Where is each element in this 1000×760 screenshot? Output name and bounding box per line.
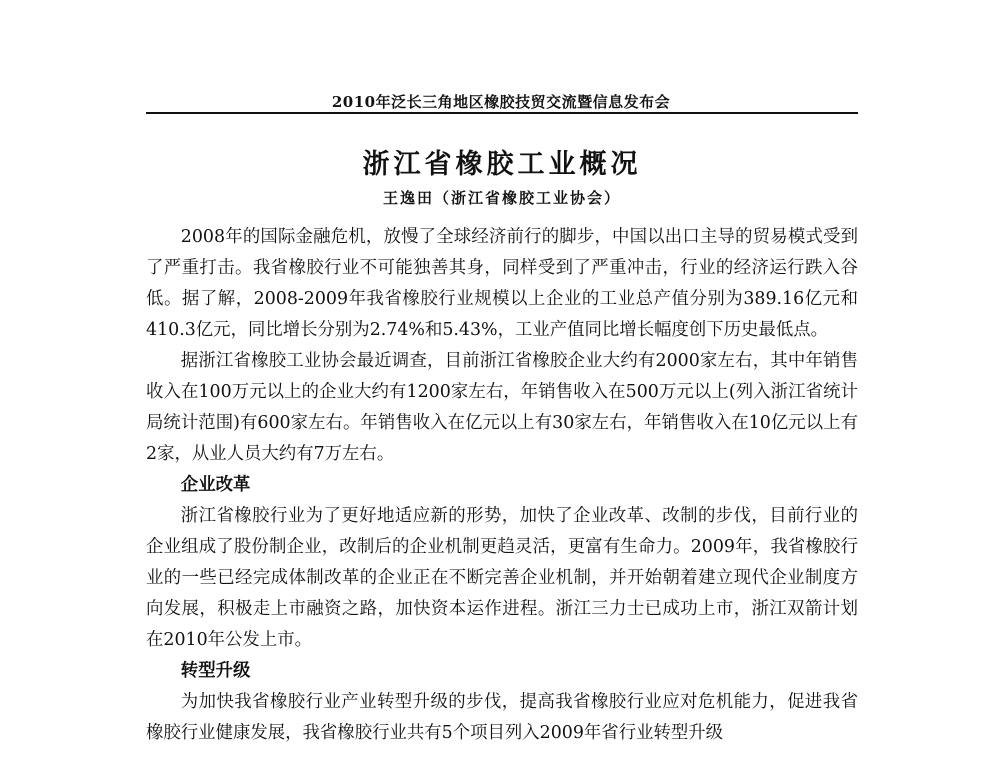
section-heading-enterprise-reform: 企业改革 xyxy=(180,475,251,495)
running-header: 2010年泛长三角地区橡胶技贸交流暨信息发布会 xyxy=(331,93,671,111)
article-byline: 王逸田（浙江省橡胶工业协会） xyxy=(382,189,621,207)
paragraph-industry-survey: 据浙江省橡胶工业协会最近调查，目前浙江省橡胶企业大约有2000家左右，其中年销售收入在100万元以上的企业大约有1200家左右，年销售收入在500万元以上(列入浙江省统计局统计范围)有600家左右。年销售收入在亿元以上有30家左右，年销售收入在10亿元以上有2家，从业人员大约有7万左右。 xyxy=(146,351,858,464)
section-heading-transformation: 转型升级 xyxy=(180,661,251,681)
article-title: 浙江省橡胶工业概况 xyxy=(362,149,642,180)
paragraph-enterprise-reform: 浙江省橡胶行业为了更好地适应新的形势，加快了企业改革、改制的步伐，目前行业的企业组成了股份制企业，改制后的企业机制更趋灵活，更富有生命力。2009年，我省橡胶行业的一些已经完成体制改革的企业正在不断完善企业机制，并开始朝着建立现代企业制度方向发展，积极走上市融资之路，加快资本运作进程。浙江三力士已成功上市，浙江双箭计划在2010年公发上市。 xyxy=(146,506,858,650)
paragraph-financial-crisis: 2008年的国际金融危机，放慢了全球经济前行的脚步，中国以出口主导的贸易模式受到了严重打击。我省橡胶行业不可能独善其身，同样受到了严重冲击，行业的经济运行跌入谷低。据了解，2008-2009年我省橡胶行业规模以上企业的工业总产值分别为389.16亿元和410.3亿元，同比增长分别为2.74%和5.43%，工业产值同比增长幅度创下历史最低点。 xyxy=(146,227,858,340)
header-rule xyxy=(146,112,858,114)
article-body xyxy=(146,222,858,749)
paragraph-transformation: 为加快我省橡胶行业产业转型升级的步伐，提高我省橡胶行业应对危机能力，促进我省橡胶行业健康发展，我省橡胶行业共有5个项目列入2009年省行业转型升级 xyxy=(146,692,858,743)
